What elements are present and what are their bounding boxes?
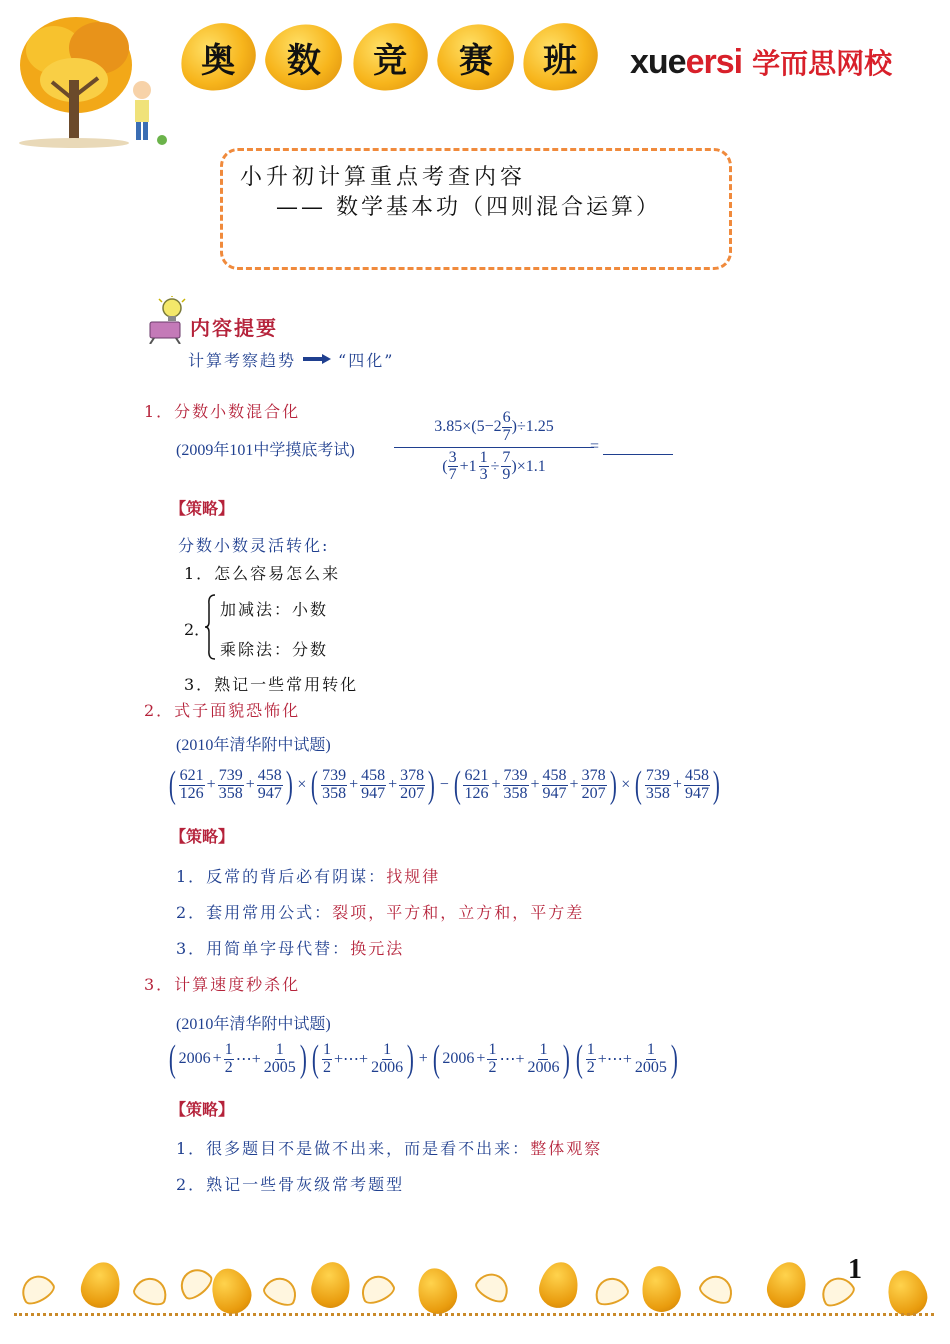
title-line-2: —— 数学基本功（四则混合运算） <box>276 195 661 220</box>
footer-leaf-outline-8 <box>696 1270 738 1308</box>
item2-strategy-3b: 换元法 <box>350 939 405 958</box>
item3-strategy-1 <box>176 1136 602 1159</box>
item2-source: (2010年清华附中试题) <box>176 737 331 754</box>
item2-heading: 2．式子面貌恐怖化 <box>144 701 301 720</box>
arrow-right-icon <box>302 350 332 369</box>
footer-leaf-7 <box>763 1258 811 1312</box>
item1-denominator: ( $\frac{3}{7}$ +1 $\frac{1}{3}$ ÷ $\frac{7}{9}$ )×1.1 <box>442 448 546 484</box>
item1-intro: 分数小数灵活转化: <box>178 536 330 555</box>
item1-heading: 1．分数小数混合化 <box>144 402 301 421</box>
item1-point-2b: 乘除法：分数 <box>220 640 329 659</box>
header-leaf-2: 数 <box>261 18 347 96</box>
footer-leaf-6 <box>638 1263 683 1315</box>
page-number: 1 <box>848 1254 862 1285</box>
item3-strategy-1b: 整体观察 <box>530 1139 603 1158</box>
trend-text: 计算考察趋势 <box>188 351 297 370</box>
footer-leaf-outline-3 <box>174 1262 217 1304</box>
item3-strategy-label: 【策略】 <box>170 1100 235 1119</box>
brand-en-b: ersi <box>685 43 743 81</box>
item2-expression: ( $\frac{621}{126}$ + $\frac{739}{358}$ + $\frac{458}{947}$ ) × ( $\frac{739}{358}$ + $\frac{458}{947}$ + $\frac{378}{207}$ ) − ( $\frac{621}{126}$ + $\frac{739}{358}$ + $\frac{458}{947}$ + $\frac{378}{207}$ ) × ( $\frac{739}{358}$ + $\frac{458}{947}$ ) <box>168 764 720 806</box>
item1-point-3: 3．熟记一些常用转化 <box>184 675 359 694</box>
item1-expression <box>394 410 594 484</box>
section-heading: 内容提要 <box>190 316 278 340</box>
item2-strategy-1b: 找规律 <box>386 867 441 886</box>
footer-dotted-line <box>14 1313 934 1316</box>
header-leaf-5: 班 <box>516 17 604 97</box>
header-leaf-4: 赛 <box>434 19 518 95</box>
item3-source: (2010年清华附中试题) <box>176 1016 331 1033</box>
footer-leaf-outline-1 <box>16 1269 58 1309</box>
footer-leaf-2 <box>205 1263 256 1319</box>
item2-strategy-1a: 1．反常的背后必有阴谋： <box>176 867 387 886</box>
item1-equals: = <box>590 438 673 456</box>
item2-strategy-2a: 2．套用常用公式： <box>176 903 333 922</box>
footer-leaf-outline-4 <box>260 1272 302 1310</box>
brand-cn: 学而思网校 <box>752 47 893 80</box>
item3-heading: 3．计算速度秒杀化 <box>144 975 301 994</box>
lightbulb-icon <box>146 296 188 344</box>
item1-point-2-num: 2． <box>184 620 211 639</box>
footer-leaf-outline-2 <box>131 1273 172 1309</box>
header-tree-illustration <box>14 10 174 155</box>
footer-leaf-outline-5 <box>356 1270 398 1308</box>
item3-strategy-1a: 1．很多题目不是做不出来，而是看不出来： <box>176 1139 531 1158</box>
brand-en-a: xue <box>630 43 686 81</box>
footer-leaf-5 <box>536 1259 583 1312</box>
trend-quote: “四化” <box>338 351 395 370</box>
item3-expression: ( 2006 + $\frac{1}{2}$ ⋯+ $\frac{1}{2005}$ ) ( $\frac{1}{2}$ +⋯+ $\frac{1}{2006}$ ) + ( 2006 + $\frac{1}{2}$ ⋯+ $\frac{1}{2006}$ ) ( $\frac{1}{2}$ +⋯+ $\frac{1}{2005}$ ) <box>168 1038 678 1080</box>
footer-leaf-4 <box>413 1264 462 1318</box>
item2-strategy-2b: 裂项，平方和，立方和，平方差 <box>332 903 585 922</box>
footer-leaf-outline-7 <box>591 1273 632 1309</box>
item1-source: (2009年101中学摸底考试) <box>176 442 355 459</box>
item3-strategy-2: 2．熟记一些骨灰级常考题型 <box>176 1175 405 1194</box>
item2-strategy-3 <box>176 936 404 959</box>
brace-icon <box>204 594 216 664</box>
title-line-1: 小升初计算重点考查内容 <box>240 165 527 190</box>
item2-strategy-1 <box>176 864 440 887</box>
item1-point-1: 1．怎么容易怎么来 <box>184 564 341 583</box>
footer-leaf-outline-6 <box>472 1267 514 1307</box>
trend-line <box>188 348 394 371</box>
footer-leaf-3 <box>308 1259 353 1311</box>
answer-blank[interactable] <box>603 440 673 455</box>
item2-strategy-2 <box>176 900 584 923</box>
footer-leaf-1 <box>77 1258 126 1312</box>
item2-strategy-3a: 3．用简单字母代替： <box>176 939 351 958</box>
item2-strategy-label: 【策略】 <box>170 827 235 846</box>
brand-logo <box>630 42 892 82</box>
header-leaf-3: 竞 <box>346 17 434 97</box>
item1-point-2a: 加减法：小数 <box>220 600 329 619</box>
item1-numerator: 3.85×(5−2 $\frac{6}{7}$ )÷1.25 <box>394 410 594 448</box>
item1-strategy-label: 【策略】 <box>170 499 235 518</box>
header-leaf-1: 奥 <box>174 17 262 97</box>
